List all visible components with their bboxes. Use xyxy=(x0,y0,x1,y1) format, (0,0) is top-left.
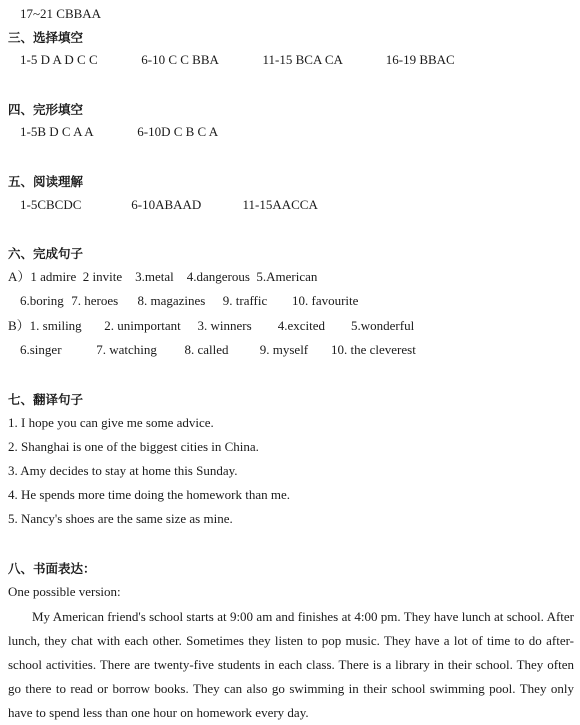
answer-group: 1-5CBCDC xyxy=(20,197,82,212)
answer-item: 4.excited xyxy=(277,318,326,333)
answer-group: 6-10D C B C A xyxy=(137,124,219,139)
essay-text: My American friend's school starts at 9:00 am and finishes at 4:00 pm. They have lunch at school. After lunch, they chat with each other. Sometimes they listen to pop music. They have a lot of time to do after-school activities. There are twenty-five students in each class. There is a library in their school. They often go there to read or borrow books. They can also go swimming in their school swimming pool. They only have to spend less than one hour on homework every day. xyxy=(8,609,574,720)
section8-heading: 八、书面表达： xyxy=(8,561,96,576)
translation-sentence: 3. Amy decides to stay at home this Sunday. xyxy=(8,463,238,478)
answer-item: 9. myself xyxy=(259,342,309,357)
section6-b-line1 xyxy=(8,318,414,334)
translation-sentence: 1. I hope you can give me some advice. xyxy=(8,415,214,430)
translation-sentence: 2. Shanghai is one of the biggest cities in China. xyxy=(8,439,259,454)
answer-group: 16-19 BBAC xyxy=(385,52,455,67)
answer-item: B）1. smiling xyxy=(8,318,82,333)
answer-item: 6.boring xyxy=(20,293,64,308)
section6-a-line1: A）1 admire 2 invite 3.metal 4.dangerous 5.American xyxy=(8,269,318,284)
section3-answers xyxy=(20,52,455,68)
answer-item: 10. favourite xyxy=(292,293,359,308)
answer-item: 8. called xyxy=(184,342,229,357)
answer-item: 10. the cleverest xyxy=(331,342,416,357)
answer-item: 2. unimportant xyxy=(104,318,181,333)
translation-sentence: 4. He spends more time doing the homework than me. xyxy=(8,487,290,502)
answer-group: 11-15AACCA xyxy=(242,197,318,212)
answer-item: 8. magazines xyxy=(137,293,206,308)
section6-heading: 六、完成句子 xyxy=(8,246,84,261)
section5-answers xyxy=(20,197,318,213)
section5-heading: 五、阅读理解 xyxy=(8,174,84,189)
top-answer-line: 17~21 CBBAA xyxy=(20,6,102,21)
essay-paragraph xyxy=(8,605,574,725)
answer-item: 5.wonderful xyxy=(351,318,415,333)
answer-group: 6-10 C C BBA xyxy=(141,52,219,67)
section7-heading: 七、翻译句子 xyxy=(8,392,84,407)
section3-heading: 三、选择填空 xyxy=(8,30,84,45)
answer-item: 9. traffic xyxy=(222,293,268,308)
answer-item: 3. winners xyxy=(197,318,252,333)
answer-item: 7. heroes xyxy=(71,293,119,308)
answer-group: 1-5 D A D C C xyxy=(20,52,98,67)
section6-b-line2 xyxy=(20,342,416,358)
answer-group: 11-15 BCA CA xyxy=(262,52,343,67)
translation-sentence: 5. Nancy's shoes are the same size as mine. xyxy=(8,511,233,526)
answer-item: 6.singer xyxy=(20,342,62,357)
answer-group: 1-5B D C A A xyxy=(20,124,94,139)
section4-heading: 四、完形填空 xyxy=(8,102,84,117)
essay-subheading: One possible version: xyxy=(8,584,121,599)
answer-item: 7. watching xyxy=(96,342,157,357)
section4-answers xyxy=(20,124,218,140)
answer-group: 6-10ABAAD xyxy=(131,197,202,212)
section6-a-line2 xyxy=(20,293,358,309)
